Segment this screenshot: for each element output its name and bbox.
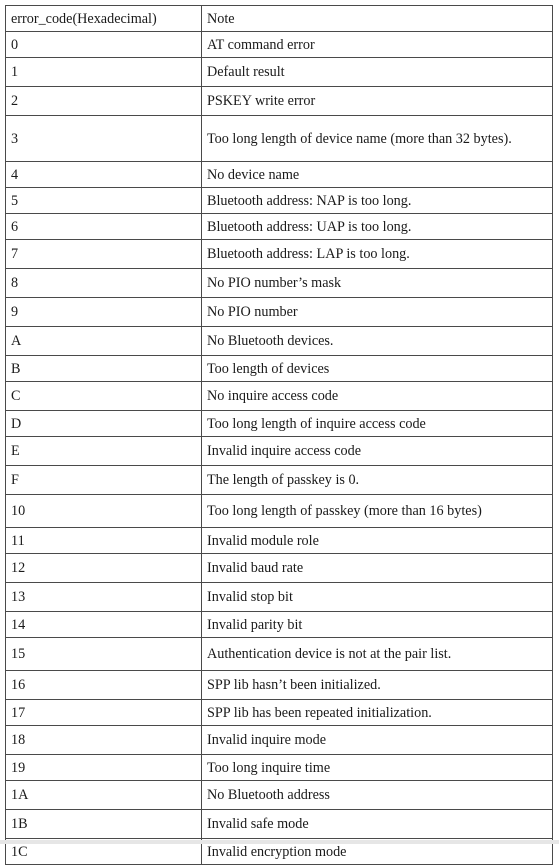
note-cell: Invalid encryption mode [202,839,553,865]
table-row [6,162,553,188]
table-row [6,58,553,87]
note-cell: Authentication device is not at the pair list. [202,638,553,671]
note-cell: No Bluetooth devices. [202,327,553,356]
error-code-cell: 3 [6,116,202,162]
error-code-cell: 0 [6,32,202,58]
table-row [6,32,553,58]
error-code-cell: 1A [6,781,202,810]
table-row [6,700,553,726]
error-code-cell: D [6,411,202,437]
table-row [6,240,553,269]
note-cell: Invalid baud rate [202,554,553,583]
error-code-cell: 10 [6,495,202,528]
error-code-cell: 8 [6,269,202,298]
error-code-cell: 19 [6,755,202,781]
table-row [6,411,553,437]
table-row [6,382,553,411]
table-row [6,638,553,671]
note-cell: No PIO number’s mask [202,269,553,298]
table-row [6,214,553,240]
note-cell: Too long length of device name (more than 32 bytes). [202,116,553,162]
error-code-cell: 12 [6,554,202,583]
note-cell: SPP lib hasn’t been initialized. [202,671,553,700]
error-code-cell: 4 [6,162,202,188]
table-row [6,495,553,528]
error-code-cell: 14 [6,612,202,638]
note-cell: AT command error [202,32,553,58]
error-code-cell: 7 [6,240,202,269]
note-cell: Invalid parity bit [202,612,553,638]
note-cell: Bluetooth address: UAP is too long. [202,214,553,240]
note-cell: Invalid safe mode [202,810,553,839]
note-cell: Bluetooth address: NAP is too long. [202,188,553,214]
page-bottom-divider [0,840,559,844]
error-code-table [5,5,553,865]
error-code-cell: 2 [6,87,202,116]
error-code-cell: B [6,356,202,382]
error-code-cell: 1C [6,839,202,865]
note-cell: No Bluetooth address [202,781,553,810]
note-cell: No device name [202,162,553,188]
table-row [6,437,553,466]
error-code-cell: 9 [6,298,202,327]
error-code-cell: A [6,327,202,356]
error-code-cell: 15 [6,638,202,671]
error-code-cell: 11 [6,528,202,554]
table-row [6,810,553,839]
error-code-cell: 17 [6,700,202,726]
table-row [6,528,553,554]
error-code-cell: 13 [6,583,202,612]
table-row [6,671,553,700]
error-code-cell: 1 [6,58,202,87]
note-cell: Invalid module role [202,528,553,554]
table-row [6,466,553,495]
table-row [6,188,553,214]
table-row [6,298,553,327]
note-cell: The length of passkey is 0. [202,466,553,495]
note-cell: Too long length of inquire access code [202,411,553,437]
table-row [6,356,553,382]
error-code-cell: E [6,437,202,466]
table-row [6,781,553,810]
table-row [6,269,553,298]
error-code-cell: 16 [6,671,202,700]
error-code-cell: 1B [6,810,202,839]
table-header-row [6,6,553,32]
table-row [6,554,553,583]
note-cell: Invalid inquire mode [202,726,553,755]
note-cell: SPP lib has been repeated initialization. [202,700,553,726]
column-header-note: Note [202,6,553,32]
table-row [6,612,553,638]
error-code-cell: F [6,466,202,495]
error-code-cell: 6 [6,214,202,240]
note-cell: Invalid inquire access code [202,437,553,466]
error-code-cell: 18 [6,726,202,755]
table-row [6,726,553,755]
note-cell: No inquire access code [202,382,553,411]
note-cell: Bluetooth address: LAP is too long. [202,240,553,269]
table-row [6,87,553,116]
table-row [6,583,553,612]
note-cell: Default result [202,58,553,87]
table-row [6,327,553,356]
table-row [6,116,553,162]
note-cell: Too length of devices [202,356,553,382]
note-cell: No PIO number [202,298,553,327]
column-header-error-code: error_code(Hexadecimal) [6,6,202,32]
error-code-cell: 5 [6,188,202,214]
note-cell: PSKEY write error [202,87,553,116]
error-code-cell: C [6,382,202,411]
note-cell: Invalid stop bit [202,583,553,612]
table-row [6,755,553,781]
note-cell: Too long inquire time [202,755,553,781]
note-cell: Too long length of passkey (more than 16 bytes) [202,495,553,528]
